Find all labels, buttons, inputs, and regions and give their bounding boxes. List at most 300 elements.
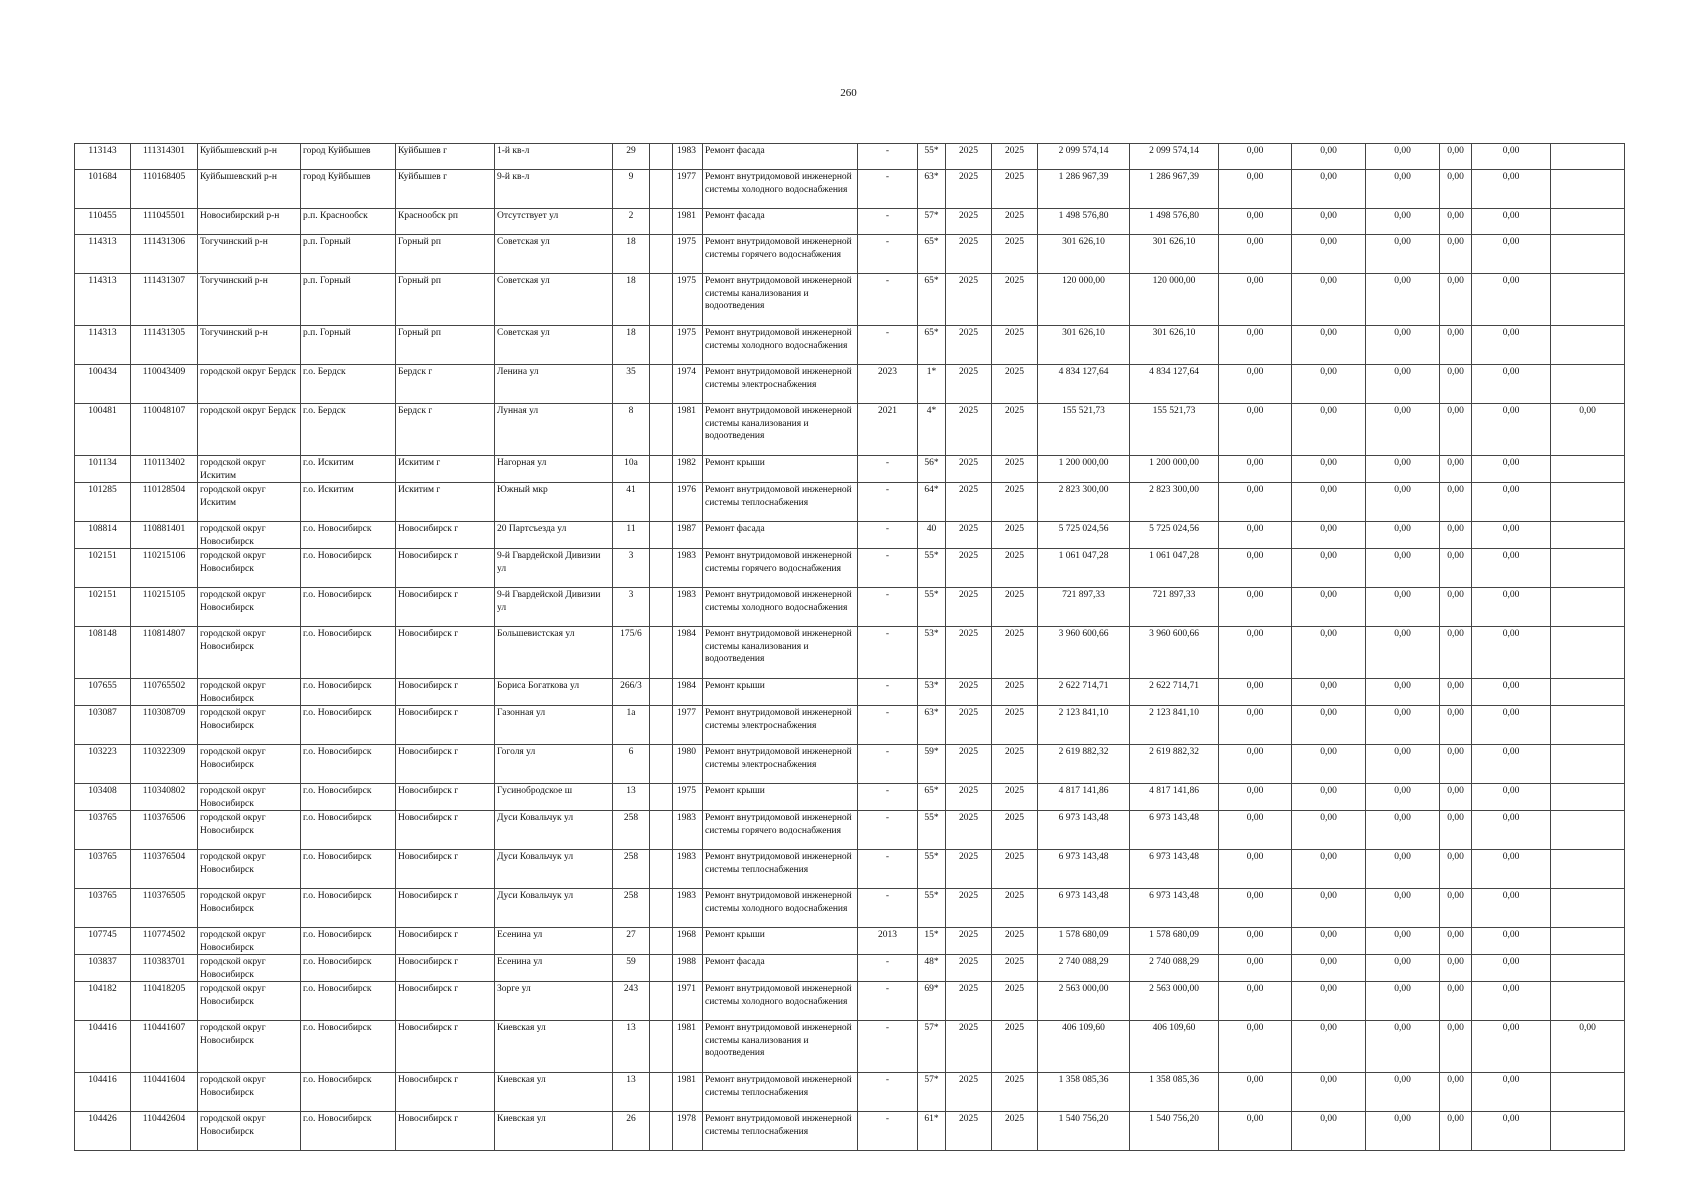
plan-year-start-cell: 2025 [946,889,992,928]
prev-repair-year-cell: - [858,850,918,889]
build-year-cell: 1981 [673,404,703,456]
work-code-cell: 111431306 [131,235,198,274]
build-year-cell: 1988 [673,955,703,982]
district-cell: городской округ Новосибирск [198,627,301,679]
build-year-cell: 1983 [673,811,703,850]
table-row [75,1021,1625,1073]
table-row [75,170,1625,209]
total-cost-cell: 1 200 000,00 [1038,456,1130,483]
budget-3-cell: 0,00 [1366,811,1440,850]
letter-cell [650,588,673,627]
fund-cost-cell: 155 521,73 [1130,404,1219,456]
budget-6-cell [1551,170,1625,209]
budget-5-cell: 0,00 [1472,235,1551,274]
settlement-cell: г.о. Новосибирск [301,1112,396,1151]
letter-cell [650,144,673,170]
fund-cost-cell: 301 626,10 [1130,326,1219,365]
table-row [75,811,1625,850]
street-cell: Отсутствует ул [495,209,613,235]
street-cell: Бориса Богаткова ул [495,679,613,706]
locality-cell: Новосибирск г [396,588,495,627]
budget-6-cell [1551,1073,1625,1112]
prev-repair-year-cell: - [858,483,918,522]
locality-cell: Новосибирск г [396,1112,495,1151]
work-code-cell: 110418205 [131,982,198,1021]
build-year-cell: 1981 [673,209,703,235]
build-year-cell: 1971 [673,982,703,1021]
object-id-cell: 103408 [75,784,131,811]
district-cell: Тогучинский р-н [198,235,301,274]
district-cell: Тогучинский р-н [198,326,301,365]
street-cell: Есенина ул [495,955,613,982]
district-cell: городской округ Бердск [198,365,301,404]
plan-year-end-cell: 2025 [992,235,1038,274]
budget-4-cell: 0,00 [1440,170,1472,209]
budget-4-cell: 0,00 [1440,326,1472,365]
letter-cell [650,784,673,811]
plan-year-start-cell: 2025 [946,1021,992,1073]
plan-year-end-cell: 2025 [992,745,1038,784]
letter-cell [650,889,673,928]
district-cell: Новосибирский р-н [198,209,301,235]
district-cell: городской округ Новосибирск [198,955,301,982]
locality-cell: Новосибирск г [396,850,495,889]
work-type-cell: Ремонт крыши [703,679,858,706]
budget-6-cell [1551,928,1625,955]
total-cost-cell: 6 973 143,48 [1038,889,1130,928]
budget-6-cell [1551,679,1625,706]
street-cell: Советская ул [495,235,613,274]
wear-cell: 65* [918,326,946,365]
street-cell: 9-й кв-л [495,170,613,209]
house-cell: 3 [613,588,650,627]
wear-cell: 55* [918,588,946,627]
wear-cell: 65* [918,274,946,326]
work-code-cell: 111431307 [131,274,198,326]
plan-year-start-cell: 2025 [946,1112,992,1151]
budget-5-cell: 0,00 [1472,1021,1551,1073]
table-row [75,928,1625,955]
total-cost-cell: 2 740 088,29 [1038,955,1130,982]
district-cell: городской округ Новосибирск [198,1112,301,1151]
total-cost-cell: 721 897,33 [1038,588,1130,627]
budget-1-cell: 0,00 [1219,784,1292,811]
street-cell: 9-й Гвардейской Дивизии ул [495,588,613,627]
street-cell: Дуси Ковальчук ул [495,850,613,889]
prev-repair-year-cell: - [858,274,918,326]
wear-cell: 57* [918,1073,946,1112]
table-row [75,588,1625,627]
work-code-cell: 110441604 [131,1073,198,1112]
work-type-cell: Ремонт внутридомовой инженерной системы электроснабжения [703,745,858,784]
build-year-cell: 1974 [673,365,703,404]
letter-cell [650,811,673,850]
letter-cell [650,326,673,365]
settlement-cell: г.о. Новосибирск [301,928,396,955]
table-row [75,456,1625,483]
prev-repair-year-cell: - [858,549,918,588]
budget-5-cell: 0,00 [1472,955,1551,982]
work-type-cell: Ремонт внутридомовой инженерной системы холодного водоснабжения [703,889,858,928]
fund-cost-cell: 1 578 680,09 [1130,928,1219,955]
house-cell: 59 [613,955,650,982]
plan-year-start-cell: 2025 [946,745,992,784]
work-code-cell: 110383701 [131,955,198,982]
plan-year-end-cell: 2025 [992,365,1038,404]
budget-3-cell: 0,00 [1366,745,1440,784]
wear-cell: 40 [918,522,946,549]
street-cell: Ленина ул [495,365,613,404]
table-row [75,522,1625,549]
build-year-cell: 1975 [673,784,703,811]
locality-cell: Новосибирск г [396,955,495,982]
plan-year-start-cell: 2025 [946,144,992,170]
total-cost-cell: 301 626,10 [1038,235,1130,274]
house-cell: 41 [613,483,650,522]
budget-6-cell [1551,522,1625,549]
budget-6-cell [1551,483,1625,522]
house-cell: 9 [613,170,650,209]
budget-2-cell: 0,00 [1292,588,1366,627]
street-cell: Дуси Ковальчук ул [495,889,613,928]
table-row [75,1073,1625,1112]
budget-4-cell: 0,00 [1440,784,1472,811]
build-year-cell: 1983 [673,144,703,170]
budget-5-cell: 0,00 [1472,365,1551,404]
budget-5-cell: 0,00 [1472,549,1551,588]
budget-3-cell: 0,00 [1366,522,1440,549]
locality-cell: Новосибирск г [396,784,495,811]
district-cell: городской округ Новосибирск [198,928,301,955]
settlement-cell: г.о. Искитим [301,483,396,522]
total-cost-cell: 4 817 141,86 [1038,784,1130,811]
object-id-cell: 104426 [75,1112,131,1151]
plan-year-start-cell: 2025 [946,1073,992,1112]
build-year-cell: 1978 [673,1112,703,1151]
table-row [75,745,1625,784]
settlement-cell: г.о. Новосибирск [301,588,396,627]
plan-year-start-cell: 2025 [946,522,992,549]
build-year-cell: 1976 [673,483,703,522]
work-code-cell: 110043409 [131,365,198,404]
prev-repair-year-cell: 2023 [858,365,918,404]
table-row [75,955,1625,982]
letter-cell [650,955,673,982]
locality-cell: Бердск г [396,404,495,456]
district-cell: Тогучинский р-н [198,274,301,326]
object-id-cell: 103223 [75,745,131,784]
budget-4-cell: 0,00 [1440,404,1472,456]
district-cell: городской округ Новосибирск [198,549,301,588]
prev-repair-year-cell: - [858,679,918,706]
street-cell: Зорге ул [495,982,613,1021]
build-year-cell: 1977 [673,706,703,745]
budget-2-cell: 0,00 [1292,955,1366,982]
plan-year-start-cell: 2025 [946,274,992,326]
prev-repair-year-cell: - [858,522,918,549]
work-type-cell: Ремонт крыши [703,928,858,955]
budget-2-cell: 0,00 [1292,889,1366,928]
house-cell: 18 [613,326,650,365]
wear-cell: 57* [918,1021,946,1073]
district-cell: городской округ Новосибирск [198,745,301,784]
plan-year-end-cell: 2025 [992,784,1038,811]
total-cost-cell: 301 626,10 [1038,326,1130,365]
build-year-cell: 1983 [673,889,703,928]
table-row [75,850,1625,889]
locality-cell: Бердск г [396,365,495,404]
locality-cell: Новосибирск г [396,745,495,784]
plan-year-end-cell: 2025 [992,170,1038,209]
plan-year-end-cell: 2025 [992,326,1038,365]
total-cost-cell: 1 358 085,36 [1038,1073,1130,1112]
budget-4-cell: 0,00 [1440,365,1472,404]
settlement-cell: р.п. Горный [301,326,396,365]
plan-year-end-cell: 2025 [992,144,1038,170]
budget-5-cell: 0,00 [1472,679,1551,706]
build-year-cell: 1987 [673,522,703,549]
budget-4-cell: 0,00 [1440,483,1472,522]
object-id-cell: 113143 [75,144,131,170]
total-cost-cell: 2 563 000,00 [1038,982,1130,1021]
build-year-cell: 1975 [673,274,703,326]
fund-cost-cell: 1 498 576,80 [1130,209,1219,235]
table-row [75,274,1625,326]
wear-cell: 53* [918,627,946,679]
fund-cost-cell: 4 834 127,64 [1130,365,1219,404]
work-type-cell: Ремонт внутридомовой инженерной системы теплоснабжения [703,1073,858,1112]
budget-3-cell: 0,00 [1366,627,1440,679]
budget-2-cell: 0,00 [1292,549,1366,588]
plan-year-end-cell: 2025 [992,1021,1038,1073]
locality-cell: Искитим г [396,483,495,522]
build-year-cell: 1983 [673,850,703,889]
budget-6-cell [1551,1112,1625,1151]
settlement-cell: город Куйбышев [301,144,396,170]
build-year-cell: 1984 [673,627,703,679]
object-id-cell: 114313 [75,235,131,274]
locality-cell: Новосибирск г [396,549,495,588]
prev-repair-year-cell: - [858,982,918,1021]
budget-6-cell [1551,811,1625,850]
plan-year-end-cell: 2025 [992,627,1038,679]
prev-repair-year-cell: - [858,627,918,679]
budget-4-cell: 0,00 [1440,209,1472,235]
locality-cell: Новосибирск г [396,811,495,850]
street-cell: Киевская ул [495,1073,613,1112]
fund-cost-cell: 2 099 574,14 [1130,144,1219,170]
total-cost-cell: 6 973 143,48 [1038,850,1130,889]
plan-year-start-cell: 2025 [946,456,992,483]
budget-2-cell: 0,00 [1292,1112,1366,1151]
locality-cell: Новосибирск г [396,627,495,679]
wear-cell: 55* [918,811,946,850]
street-cell: Большевистская ул [495,627,613,679]
work-type-cell: Ремонт крыши [703,456,858,483]
budget-2-cell: 0,00 [1292,235,1366,274]
budget-2-cell: 0,00 [1292,1073,1366,1112]
total-cost-cell: 1 286 967,39 [1038,170,1130,209]
budget-4-cell: 0,00 [1440,706,1472,745]
budget-3-cell: 0,00 [1366,1112,1440,1151]
object-id-cell: 101285 [75,483,131,522]
wear-cell: 57* [918,209,946,235]
wear-cell: 64* [918,483,946,522]
fund-cost-cell: 406 109,60 [1130,1021,1219,1073]
total-cost-cell: 2 619 882,32 [1038,745,1130,784]
object-id-cell: 108814 [75,522,131,549]
budget-2-cell: 0,00 [1292,209,1366,235]
street-cell: Дуси Ковальчук ул [495,811,613,850]
object-id-cell: 107745 [75,928,131,955]
plan-year-end-cell: 2025 [992,549,1038,588]
budget-6-cell: 0,00 [1551,404,1625,456]
budget-5-cell: 0,00 [1472,456,1551,483]
plan-year-end-cell: 2025 [992,850,1038,889]
street-cell: 20 Партсъезда ул [495,522,613,549]
district-cell: городской округ Новосибирск [198,811,301,850]
district-cell: Куйбышевский р-н [198,144,301,170]
budget-6-cell [1551,235,1625,274]
budget-6-cell [1551,784,1625,811]
budget-1-cell: 0,00 [1219,235,1292,274]
budget-3-cell: 0,00 [1366,274,1440,326]
budget-5-cell: 0,00 [1472,144,1551,170]
budget-2-cell: 0,00 [1292,144,1366,170]
locality-cell: Новосибирск г [396,1021,495,1073]
work-type-cell: Ремонт фасада [703,955,858,982]
plan-year-end-cell: 2025 [992,588,1038,627]
budget-3-cell: 0,00 [1366,679,1440,706]
settlement-cell: р.п. Горный [301,274,396,326]
budget-5-cell: 0,00 [1472,326,1551,365]
locality-cell: Новосибирск г [396,679,495,706]
budget-4-cell: 0,00 [1440,850,1472,889]
fund-cost-cell: 2 823 300,00 [1130,483,1219,522]
district-cell: городской округ Новосибирск [198,982,301,1021]
total-cost-cell: 2 823 300,00 [1038,483,1130,522]
locality-cell: Горный рп [396,326,495,365]
build-year-cell: 1968 [673,928,703,955]
plan-year-end-cell: 2025 [992,679,1038,706]
table-row [75,483,1625,522]
prev-repair-year-cell: - [858,955,918,982]
budget-5-cell: 0,00 [1472,209,1551,235]
house-cell: 18 [613,274,650,326]
budget-2-cell: 0,00 [1292,326,1366,365]
budget-4-cell: 0,00 [1440,1073,1472,1112]
plan-year-start-cell: 2025 [946,549,992,588]
budget-2-cell: 0,00 [1292,404,1366,456]
object-id-cell: 102151 [75,588,131,627]
house-cell: 8 [613,404,650,456]
locality-cell: Новосибирск г [396,1073,495,1112]
work-code-cell: 110814807 [131,627,198,679]
prev-repair-year-cell: - [858,170,918,209]
street-cell: Советская ул [495,326,613,365]
locality-cell: Новосибирск г [396,706,495,745]
settlement-cell: г.о. Новосибирск [301,679,396,706]
work-code-cell: 110340802 [131,784,198,811]
wear-cell: 15* [918,928,946,955]
letter-cell [650,235,673,274]
settlement-cell: р.п. Краснообск [301,209,396,235]
budget-1-cell: 0,00 [1219,850,1292,889]
budget-1-cell: 0,00 [1219,588,1292,627]
district-cell: городской округ Новосибирск [198,679,301,706]
budget-2-cell: 0,00 [1292,274,1366,326]
budget-5-cell: 0,00 [1472,627,1551,679]
total-cost-cell: 1 498 576,80 [1038,209,1130,235]
budget-1-cell: 0,00 [1219,1112,1292,1151]
object-id-cell: 101684 [75,170,131,209]
object-id-cell: 114313 [75,274,131,326]
settlement-cell: город Куйбышев [301,170,396,209]
work-code-cell: 110881401 [131,522,198,549]
street-cell: Гоголя ул [495,745,613,784]
letter-cell [650,1112,673,1151]
prev-repair-year-cell: - [858,784,918,811]
settlement-cell: г.о. Новосибирск [301,850,396,889]
budget-3-cell: 0,00 [1366,1021,1440,1073]
plan-year-start-cell: 2025 [946,627,992,679]
budget-2-cell: 0,00 [1292,1021,1366,1073]
budget-4-cell: 0,00 [1440,456,1472,483]
district-cell: городской округ Новосибирск [198,706,301,745]
table-row [75,1112,1625,1151]
letter-cell [650,404,673,456]
budget-2-cell: 0,00 [1292,784,1366,811]
wear-cell: 55* [918,850,946,889]
table-row [75,326,1625,365]
budget-6-cell: 0,00 [1551,1021,1625,1073]
budget-6-cell [1551,549,1625,588]
work-code-cell: 110128504 [131,483,198,522]
budget-5-cell: 0,00 [1472,588,1551,627]
budget-5-cell: 0,00 [1472,784,1551,811]
wear-cell: 4* [918,404,946,456]
table-row [75,144,1625,170]
street-cell: Киевская ул [495,1112,613,1151]
capital-repair-table [74,143,1625,1151]
settlement-cell: г.о. Новосибирск [301,706,396,745]
budget-4-cell: 0,00 [1440,588,1472,627]
budget-3-cell: 0,00 [1366,588,1440,627]
work-type-cell: Ремонт внутридомовой инженерной системы холодного водоснабжения [703,588,858,627]
work-code-cell: 110308709 [131,706,198,745]
budget-6-cell [1551,706,1625,745]
fund-cost-cell: 6 973 143,48 [1130,811,1219,850]
budget-1-cell: 0,00 [1219,483,1292,522]
prev-repair-year-cell: - [858,144,918,170]
budget-2-cell: 0,00 [1292,522,1366,549]
fund-cost-cell: 2 619 882,32 [1130,745,1219,784]
fund-cost-cell: 1 061 047,28 [1130,549,1219,588]
plan-year-end-cell: 2025 [992,483,1038,522]
budget-4-cell: 0,00 [1440,679,1472,706]
budget-3-cell: 0,00 [1366,170,1440,209]
wear-cell: 53* [918,679,946,706]
work-type-cell: Ремонт внутридомовой инженерной системы канализования и водоотведения [703,404,858,456]
prev-repair-year-cell: - [858,745,918,784]
table-row [75,365,1625,404]
letter-cell [650,274,673,326]
table-row [75,549,1625,588]
budget-4-cell: 0,00 [1440,811,1472,850]
work-code-cell: 110215106 [131,549,198,588]
letter-cell [650,483,673,522]
object-id-cell: 103087 [75,706,131,745]
